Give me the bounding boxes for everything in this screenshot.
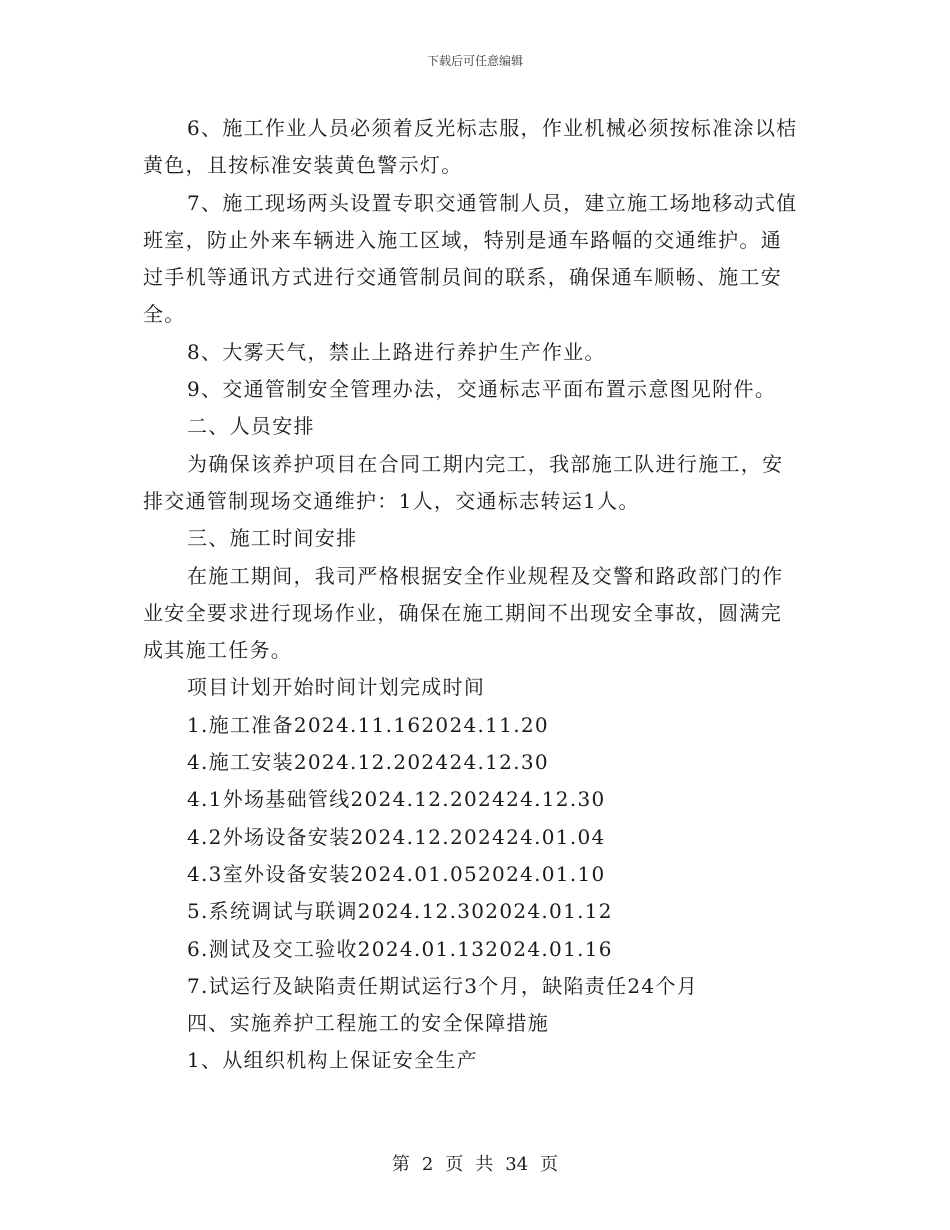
page-header-note: 下载后可任意编辑 <box>426 54 523 68</box>
paragraph-line: 成其施工任务。 <box>143 638 293 663</box>
page-unit: 页 <box>445 1154 464 1175</box>
schedule-item: 4.1外场基础管线2024.12.202424.12.30 <box>187 787 606 812</box>
paragraph-line: 6、施工作业人员必须着反光标志服，作业机械必须按标准涂以桔 <box>187 116 798 140</box>
total-unit: 页 <box>540 1154 559 1175</box>
schedule-item: 6.测试及交工验收2024.01.132024.01.16 <box>187 936 613 961</box>
paragraph-line: 在施工期间，我司严格根据安全作业规程及交警和路政部门的作 <box>187 563 784 588</box>
section-heading: 二、人员安排 <box>187 414 315 439</box>
total-label: 共 <box>475 1154 494 1175</box>
paragraph-line: 为确保该养护项目在合同工期内完工，我部施工队进行施工，安 <box>187 451 784 476</box>
subsection-heading: 1、从组织机构上保证安全生产 <box>187 1048 478 1073</box>
total-pages: 34 <box>505 1154 529 1175</box>
paragraph-line: 8、大雾天气，禁止上路进行养护生产作业。 <box>187 339 606 364</box>
schedule-item: 4.3室外设备安装2024.01.052024.01.10 <box>187 861 606 886</box>
schedule-item: 5.系统调试与联调2024.12.302024.01.12 <box>187 899 613 924</box>
schedule-item: 4.2外场设备安装2024.12.202424.01.04 <box>187 824 606 849</box>
paragraph-line: 过手机等通讯方式进行交通管制员间的联系，确保通车顺畅、施工安 <box>143 265 782 290</box>
paragraph-line: 全。 <box>143 302 186 327</box>
paragraph-line: 9、交通管制安全管理办法，交通标志平面布置示意图见附件。 <box>187 377 777 402</box>
paragraph-line: 排交通管制现场交通维护：1人，交通标志转运1人。 <box>143 488 640 513</box>
section-heading: 四、实施养护工程施工的安全保障措施 <box>187 1011 550 1036</box>
schedule-item: 7.试运行及缺陷责任期试运行3个月，缺陷责任24个月 <box>187 973 699 998</box>
paragraph-line: 业安全要求进行现场作业，确保在施工期间不出现安全事故，圆满完 <box>143 600 782 625</box>
paragraph-line: 班室，防止外来车辆进入施工区域，特别是通车路幅的交通维护。通 <box>143 227 782 252</box>
page-number: 2 <box>421 1154 434 1175</box>
document-body <box>143 110 808 1080</box>
section-heading: 三、施工时间安排 <box>187 526 358 551</box>
paragraph-line: 7、施工现场两头设置专职交通管制人员，建立施工场地移动式值 <box>187 190 798 215</box>
page-label: 第 <box>391 1154 410 1175</box>
schedule-item: 1.施工准备2024.11.162024.11.20 <box>187 712 549 737</box>
page-footer <box>0 1153 950 1177</box>
paragraph-line: 黄色，且按标准安装黄色警示灯。 <box>143 153 463 178</box>
schedule-item: 4.施工安装2024.12.202424.12.30 <box>187 750 549 775</box>
schedule-header: 项目计划开始时间计划完成时间 <box>187 675 486 700</box>
